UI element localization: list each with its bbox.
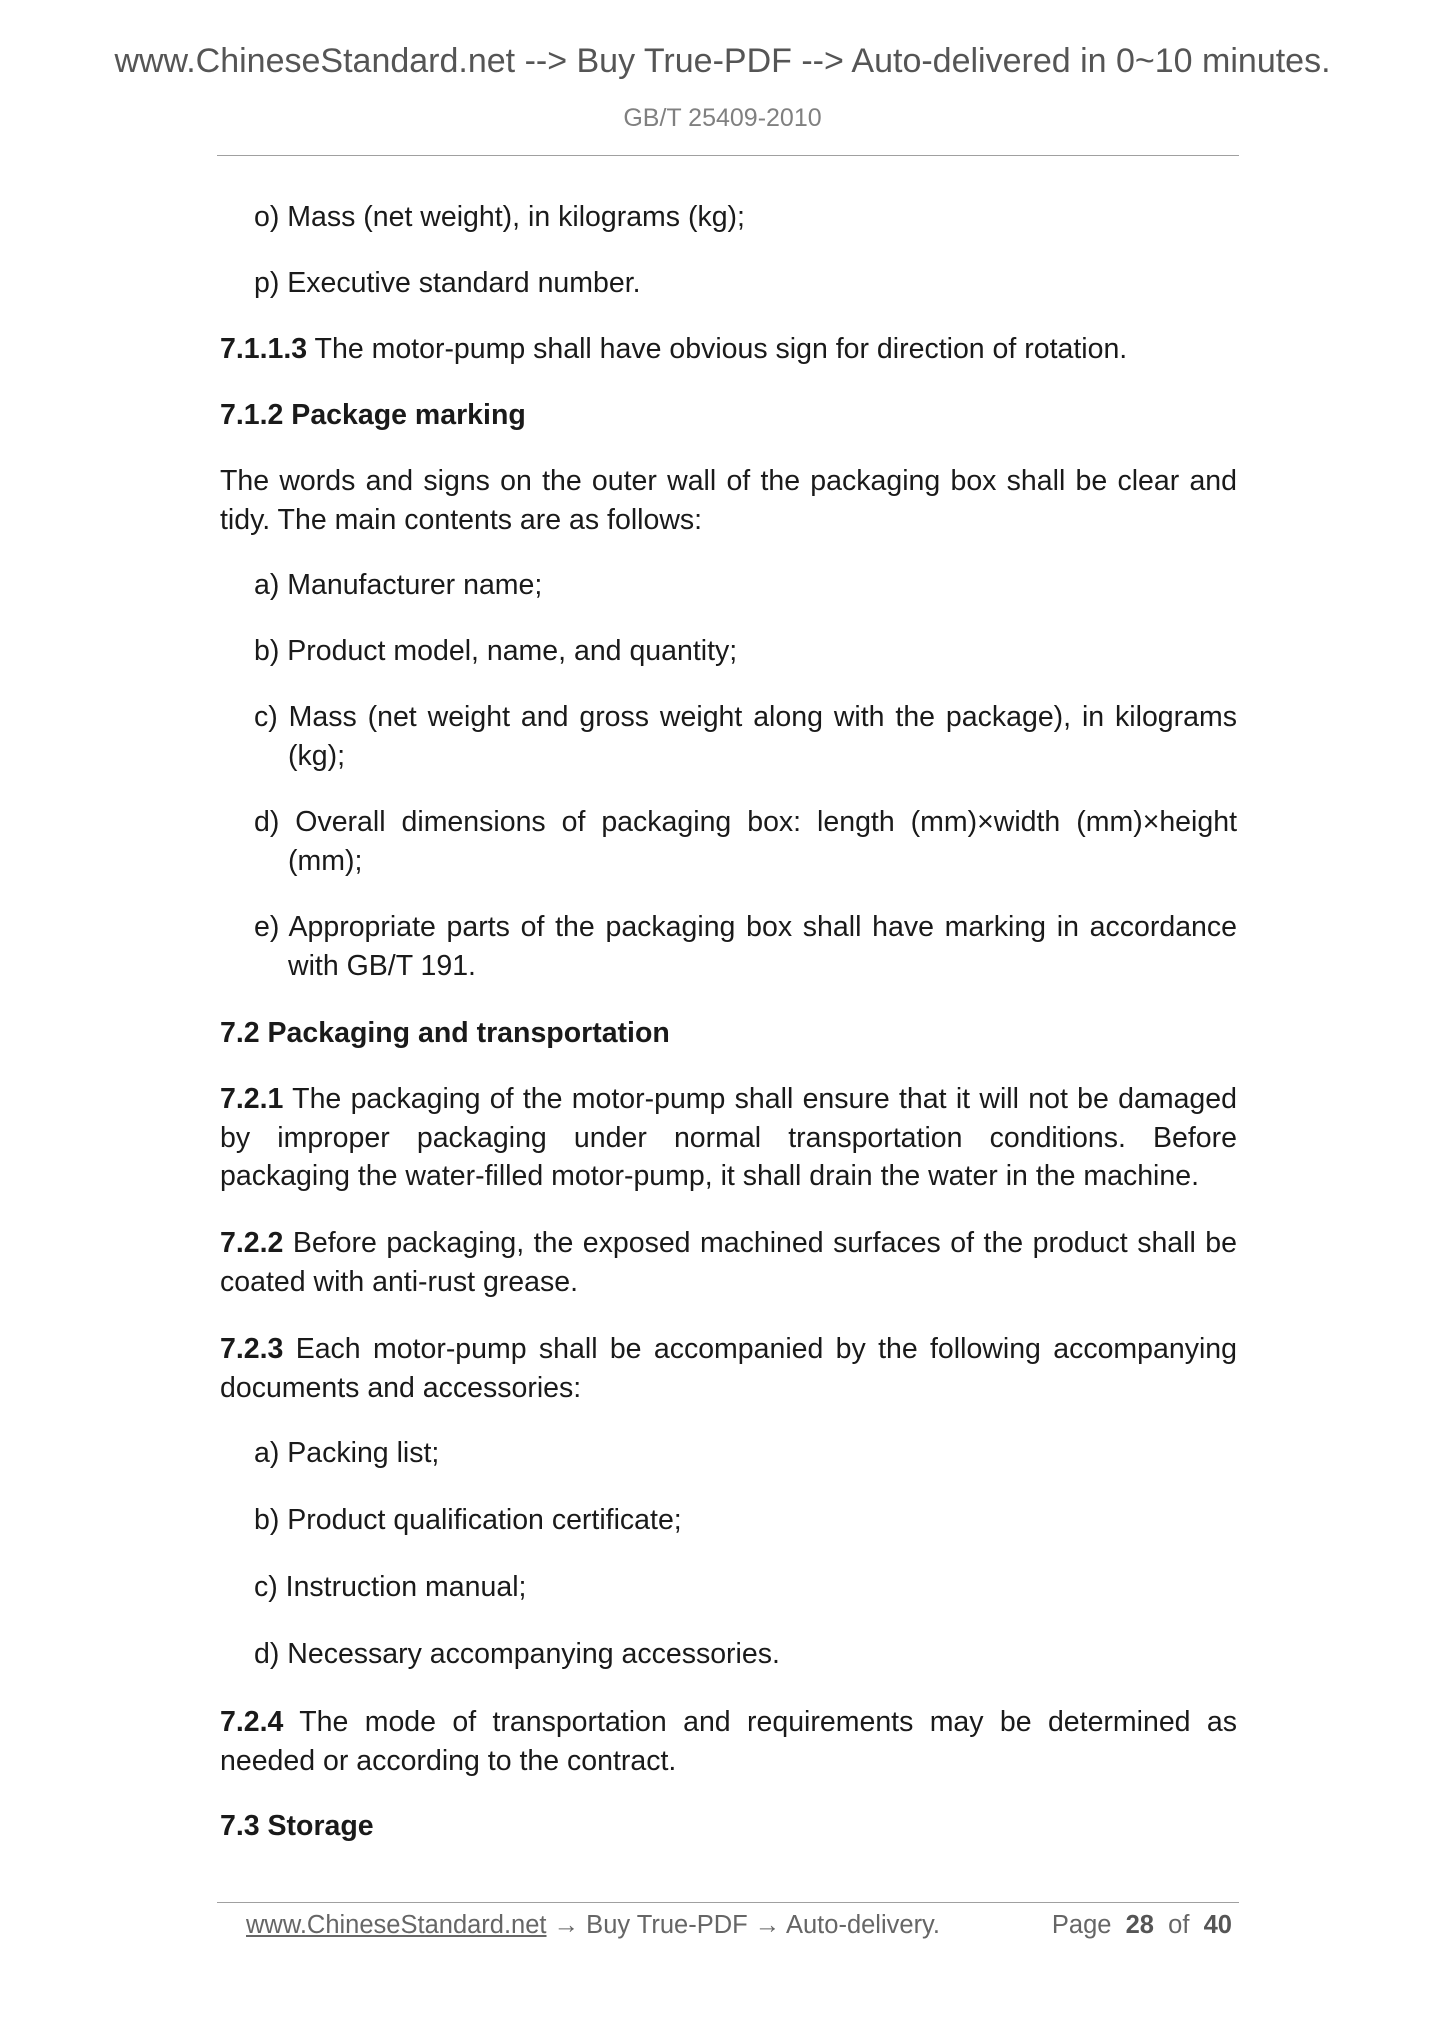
- list-item: b) Product qualification certificate;: [254, 1504, 682, 1536]
- footer-site-link[interactable]: www.ChineseStandard.net: [246, 1911, 547, 1939]
- clause-text: Each motor-pump shall be accompanied by the following accompanying documents and accessories:: [220, 1333, 1237, 1404]
- clause-number: 7.1.1.3: [220, 333, 308, 365]
- clause-text: Before packaging, the exposed machined surfaces of the product shall be coated with anti-rust grease.: [220, 1227, 1237, 1298]
- page-label: Page: [1051, 1911, 1112, 1939]
- heading-7-1-2: 7.1.2 Package marking: [220, 399, 526, 431]
- heading-7-2: 7.2 Packaging and transportation: [220, 1017, 670, 1049]
- clause-number: 7.2.3: [220, 1333, 284, 1365]
- list-item: o) Mass (net weight), in kilograms (kg);: [254, 201, 745, 233]
- list-item: d) Necessary accompanying accessories.: [254, 1638, 780, 1670]
- list-item: b) Product model, name, and quantity;: [254, 635, 738, 667]
- clause-text: The motor-pump shall have obvious sign for direction of rotation.: [307, 333, 1128, 365]
- clause-text: The packaging of the motor-pump shall ensure that it will not be damaged by improper packaging under normal transportation conditions. Before packaging the water-filled motor-pump, it shall drain the water in the machine.: [220, 1083, 1237, 1192]
- clause-7-2-1: [220, 1080, 1237, 1196]
- heading-7-3: 7.3 Storage: [220, 1810, 374, 1842]
- of-label: of: [1168, 1911, 1190, 1939]
- page-total: 40: [1203, 1911, 1232, 1939]
- clause-text: The mode of transportation and requirements may be determined as needed or according to the contract.: [220, 1706, 1237, 1777]
- page-indicator: [1052, 1903, 1232, 1947]
- top-banner: www.ChineseStandard.net --> Buy True-PDF --> Auto-delivered in 0~10 minutes.: [114, 42, 1331, 80]
- footer-promo: [246, 1903, 940, 1947]
- page-number: 28: [1125, 1911, 1154, 1939]
- clause-number: 7.2.4: [220, 1706, 284, 1738]
- list-item: c) Instruction manual;: [254, 1571, 527, 1603]
- clause-number: 7.2.2: [220, 1227, 284, 1259]
- footer-promo-text: → Buy True-PDF → Auto-delivery.: [546, 1911, 940, 1939]
- list-item: d) Overall dimensions of packaging box: length (mm)×width (mm)×height (mm);: [254, 806, 1237, 877]
- list-item: a) Manufacturer name;: [254, 569, 543, 601]
- paragraph: The words and signs on the outer wall of the packaging box shall be clear and tidy. The main contents are as follows:: [220, 465, 1237, 536]
- list-item: a) Packing list;: [254, 1437, 440, 1469]
- page-footer: [246, 1903, 1236, 1947]
- list-item: c) Mass (net weight and gross weight along with the package), in kilograms (kg);: [254, 701, 1237, 772]
- clause-number: 7.2.1: [220, 1083, 284, 1115]
- clause-7-2-2: [220, 1224, 1237, 1301]
- header-divider: [217, 155, 1239, 156]
- list-item: e) Appropriate parts of the packaging box shall have marking in accordance with GB/T 191.: [254, 911, 1237, 982]
- clause-7-2-3: [220, 1330, 1237, 1407]
- clause-7-2-4: [220, 1703, 1237, 1780]
- clause-7-1-1-3: [220, 330, 1237, 369]
- list-item: p) Executive standard number.: [254, 267, 641, 299]
- document-code: GB/T 25409-2010: [623, 104, 822, 132]
